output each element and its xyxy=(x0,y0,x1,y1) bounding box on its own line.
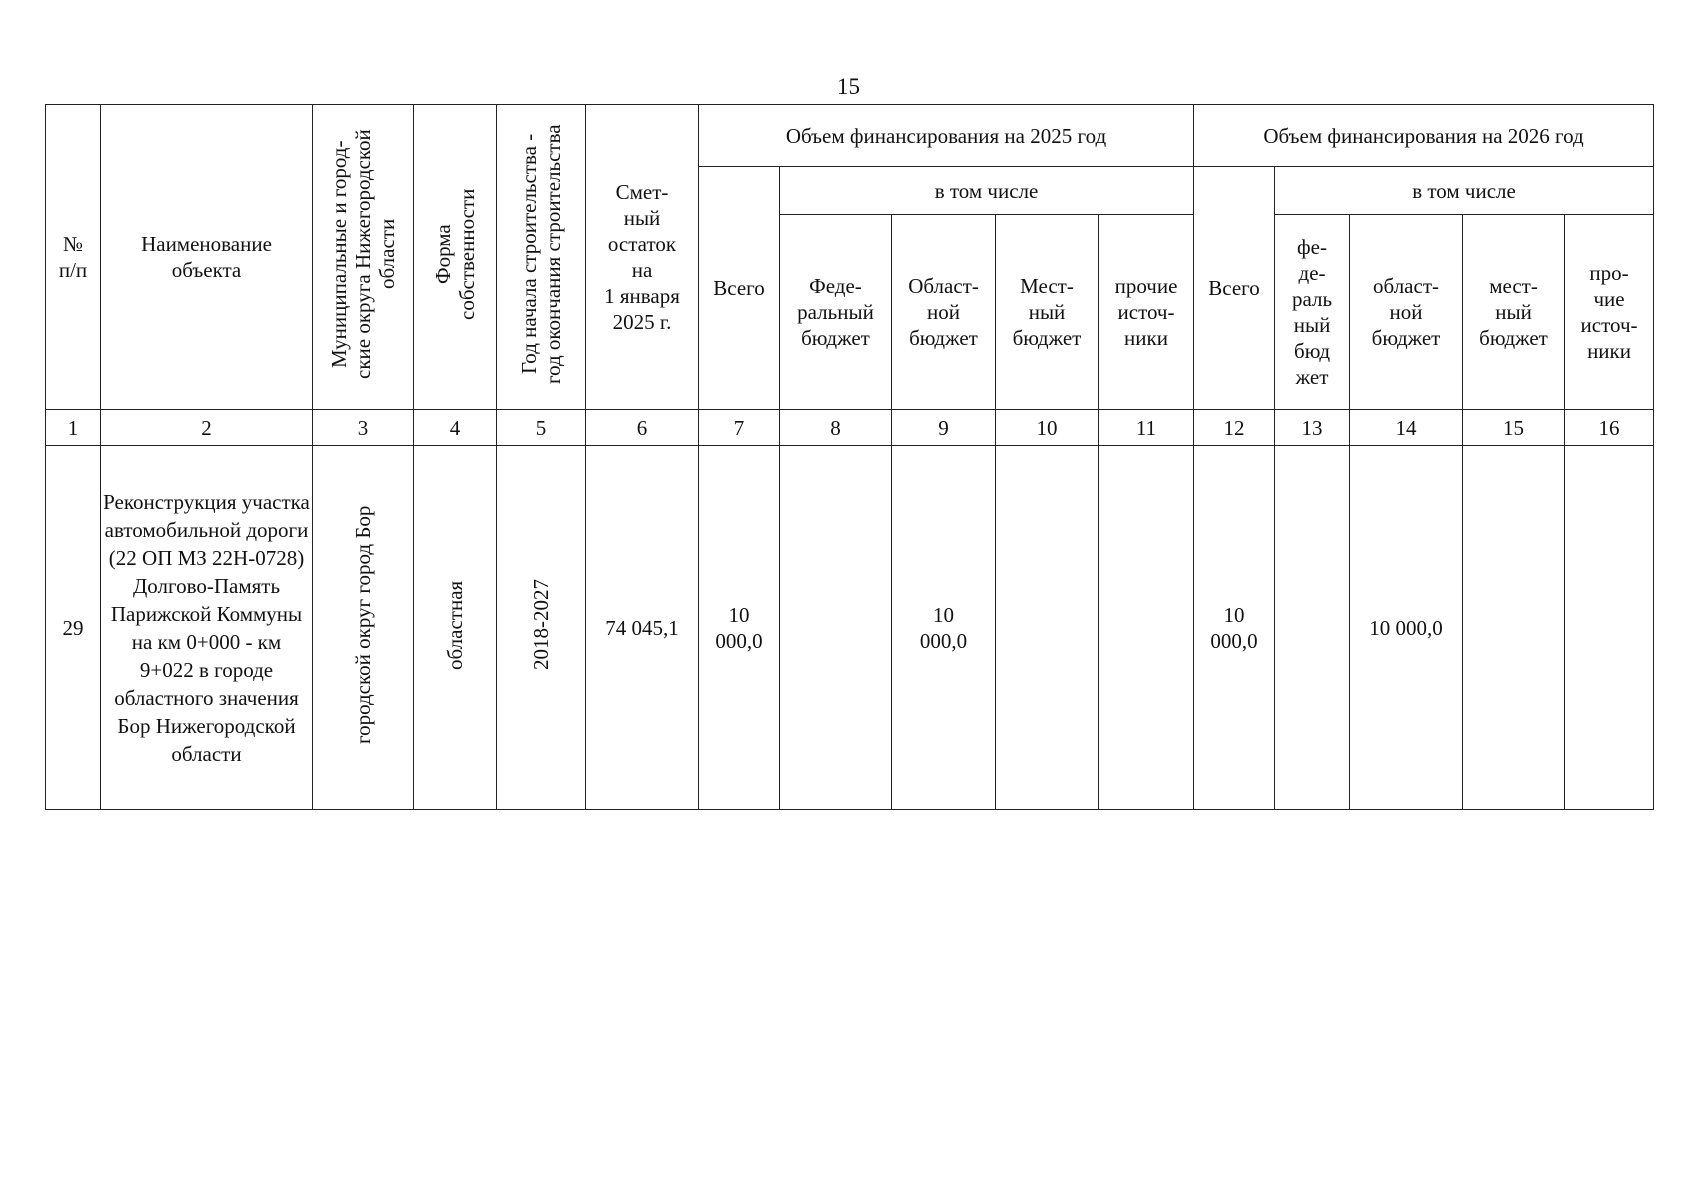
row-total-2026: 10 000,0 xyxy=(1194,446,1275,810)
row-ownership-cell xyxy=(414,446,497,810)
row-federal-2025 xyxy=(780,446,892,810)
row-total-2025: 10 000,0 xyxy=(699,446,780,810)
header-federal-2025: Феде- ральный бюджет xyxy=(780,215,892,410)
header-other-2026: про- чие источ- ники xyxy=(1565,215,1654,410)
page-number: 15 xyxy=(837,74,860,99)
header-num: № п/п xyxy=(46,105,101,410)
column-number: 14 xyxy=(1350,410,1463,446)
header-municipality-cell xyxy=(313,105,414,410)
financing-table xyxy=(45,104,1654,810)
column-number: 7 xyxy=(699,410,780,446)
row-num: 29 xyxy=(46,446,101,810)
header-local-2025: Мест- ный бюджет xyxy=(996,215,1099,410)
header-remainder: Смет- ный остаток на 1 января 2025 г. xyxy=(586,105,699,410)
header-total-2026: Всего xyxy=(1194,167,1275,410)
header-regional-2025: Област- ной бюджет xyxy=(892,215,996,410)
header-name: Наименование объекта xyxy=(101,105,313,410)
row-local-2026 xyxy=(1463,446,1565,810)
row-regional-2025: 10 000,0 xyxy=(892,446,996,810)
row-object-name: Реконструкция участка автомобильной дороги (22 ОП МЗ 22Н-0728) Долгово-Память Парижской Коммуны на км 0+000 - км 9+022 в городе областного значения Бор Нижегородской области xyxy=(101,446,313,810)
header-ownership: Форма собственности xyxy=(431,188,479,320)
header-funding-2026: Объем финансирования на 2026 год xyxy=(1194,105,1654,167)
row-municipality: городской округ город Бор xyxy=(351,505,375,744)
column-number: 2 xyxy=(101,410,313,446)
column-number: 12 xyxy=(1194,410,1275,446)
row-years: 2018-2027 xyxy=(529,579,553,670)
row-other-2025 xyxy=(1099,446,1194,810)
header-row-groups xyxy=(46,105,1654,167)
header-federal-2026: фе- де- раль ный бюд жет xyxy=(1275,215,1350,410)
row-remainder: 74 045,1 xyxy=(586,446,699,810)
row-ownership: областная xyxy=(443,579,467,670)
column-number: 5 xyxy=(497,410,586,446)
header-years-cell xyxy=(497,105,586,410)
column-number: 6 xyxy=(586,410,699,446)
column-number: 8 xyxy=(780,410,892,446)
column-number: 4 xyxy=(414,410,497,446)
header-other-2025: прочие источ- ники xyxy=(1099,215,1194,410)
row-federal-2026 xyxy=(1275,446,1350,810)
column-number: 1 xyxy=(46,410,101,446)
column-number: 15 xyxy=(1463,410,1565,446)
header-ownership-cell xyxy=(414,105,497,410)
column-number: 3 xyxy=(313,410,414,446)
column-number: 13 xyxy=(1275,410,1350,446)
table-row xyxy=(46,446,1654,810)
header-funding-2025: Объем финансирования на 2025 год xyxy=(699,105,1194,167)
column-number: 11 xyxy=(1099,410,1194,446)
row-years-cell xyxy=(497,446,586,810)
header-municipality: Муниципальные и город- ские округа Нижегородской области xyxy=(327,129,399,379)
header-regional-2026: област- ной бюджет xyxy=(1350,215,1463,410)
row-municipality-cell xyxy=(313,446,414,810)
header-years: Год начала строительства - год окончания строительства xyxy=(517,124,565,384)
row-regional-2026: 10 000,0 xyxy=(1350,446,1463,810)
column-number: 16 xyxy=(1565,410,1654,446)
header-local-2026: мест- ный бюджет xyxy=(1463,215,1565,410)
header-including-2025: в том числе xyxy=(780,167,1194,215)
column-numbers-row xyxy=(46,410,1654,446)
header-total-2025: Всего xyxy=(699,167,780,410)
row-local-2025 xyxy=(996,446,1099,810)
header-including-2026: в том числе xyxy=(1275,167,1654,215)
column-number: 10 xyxy=(996,410,1099,446)
column-number: 9 xyxy=(892,410,996,446)
row-other-2026 xyxy=(1565,446,1654,810)
